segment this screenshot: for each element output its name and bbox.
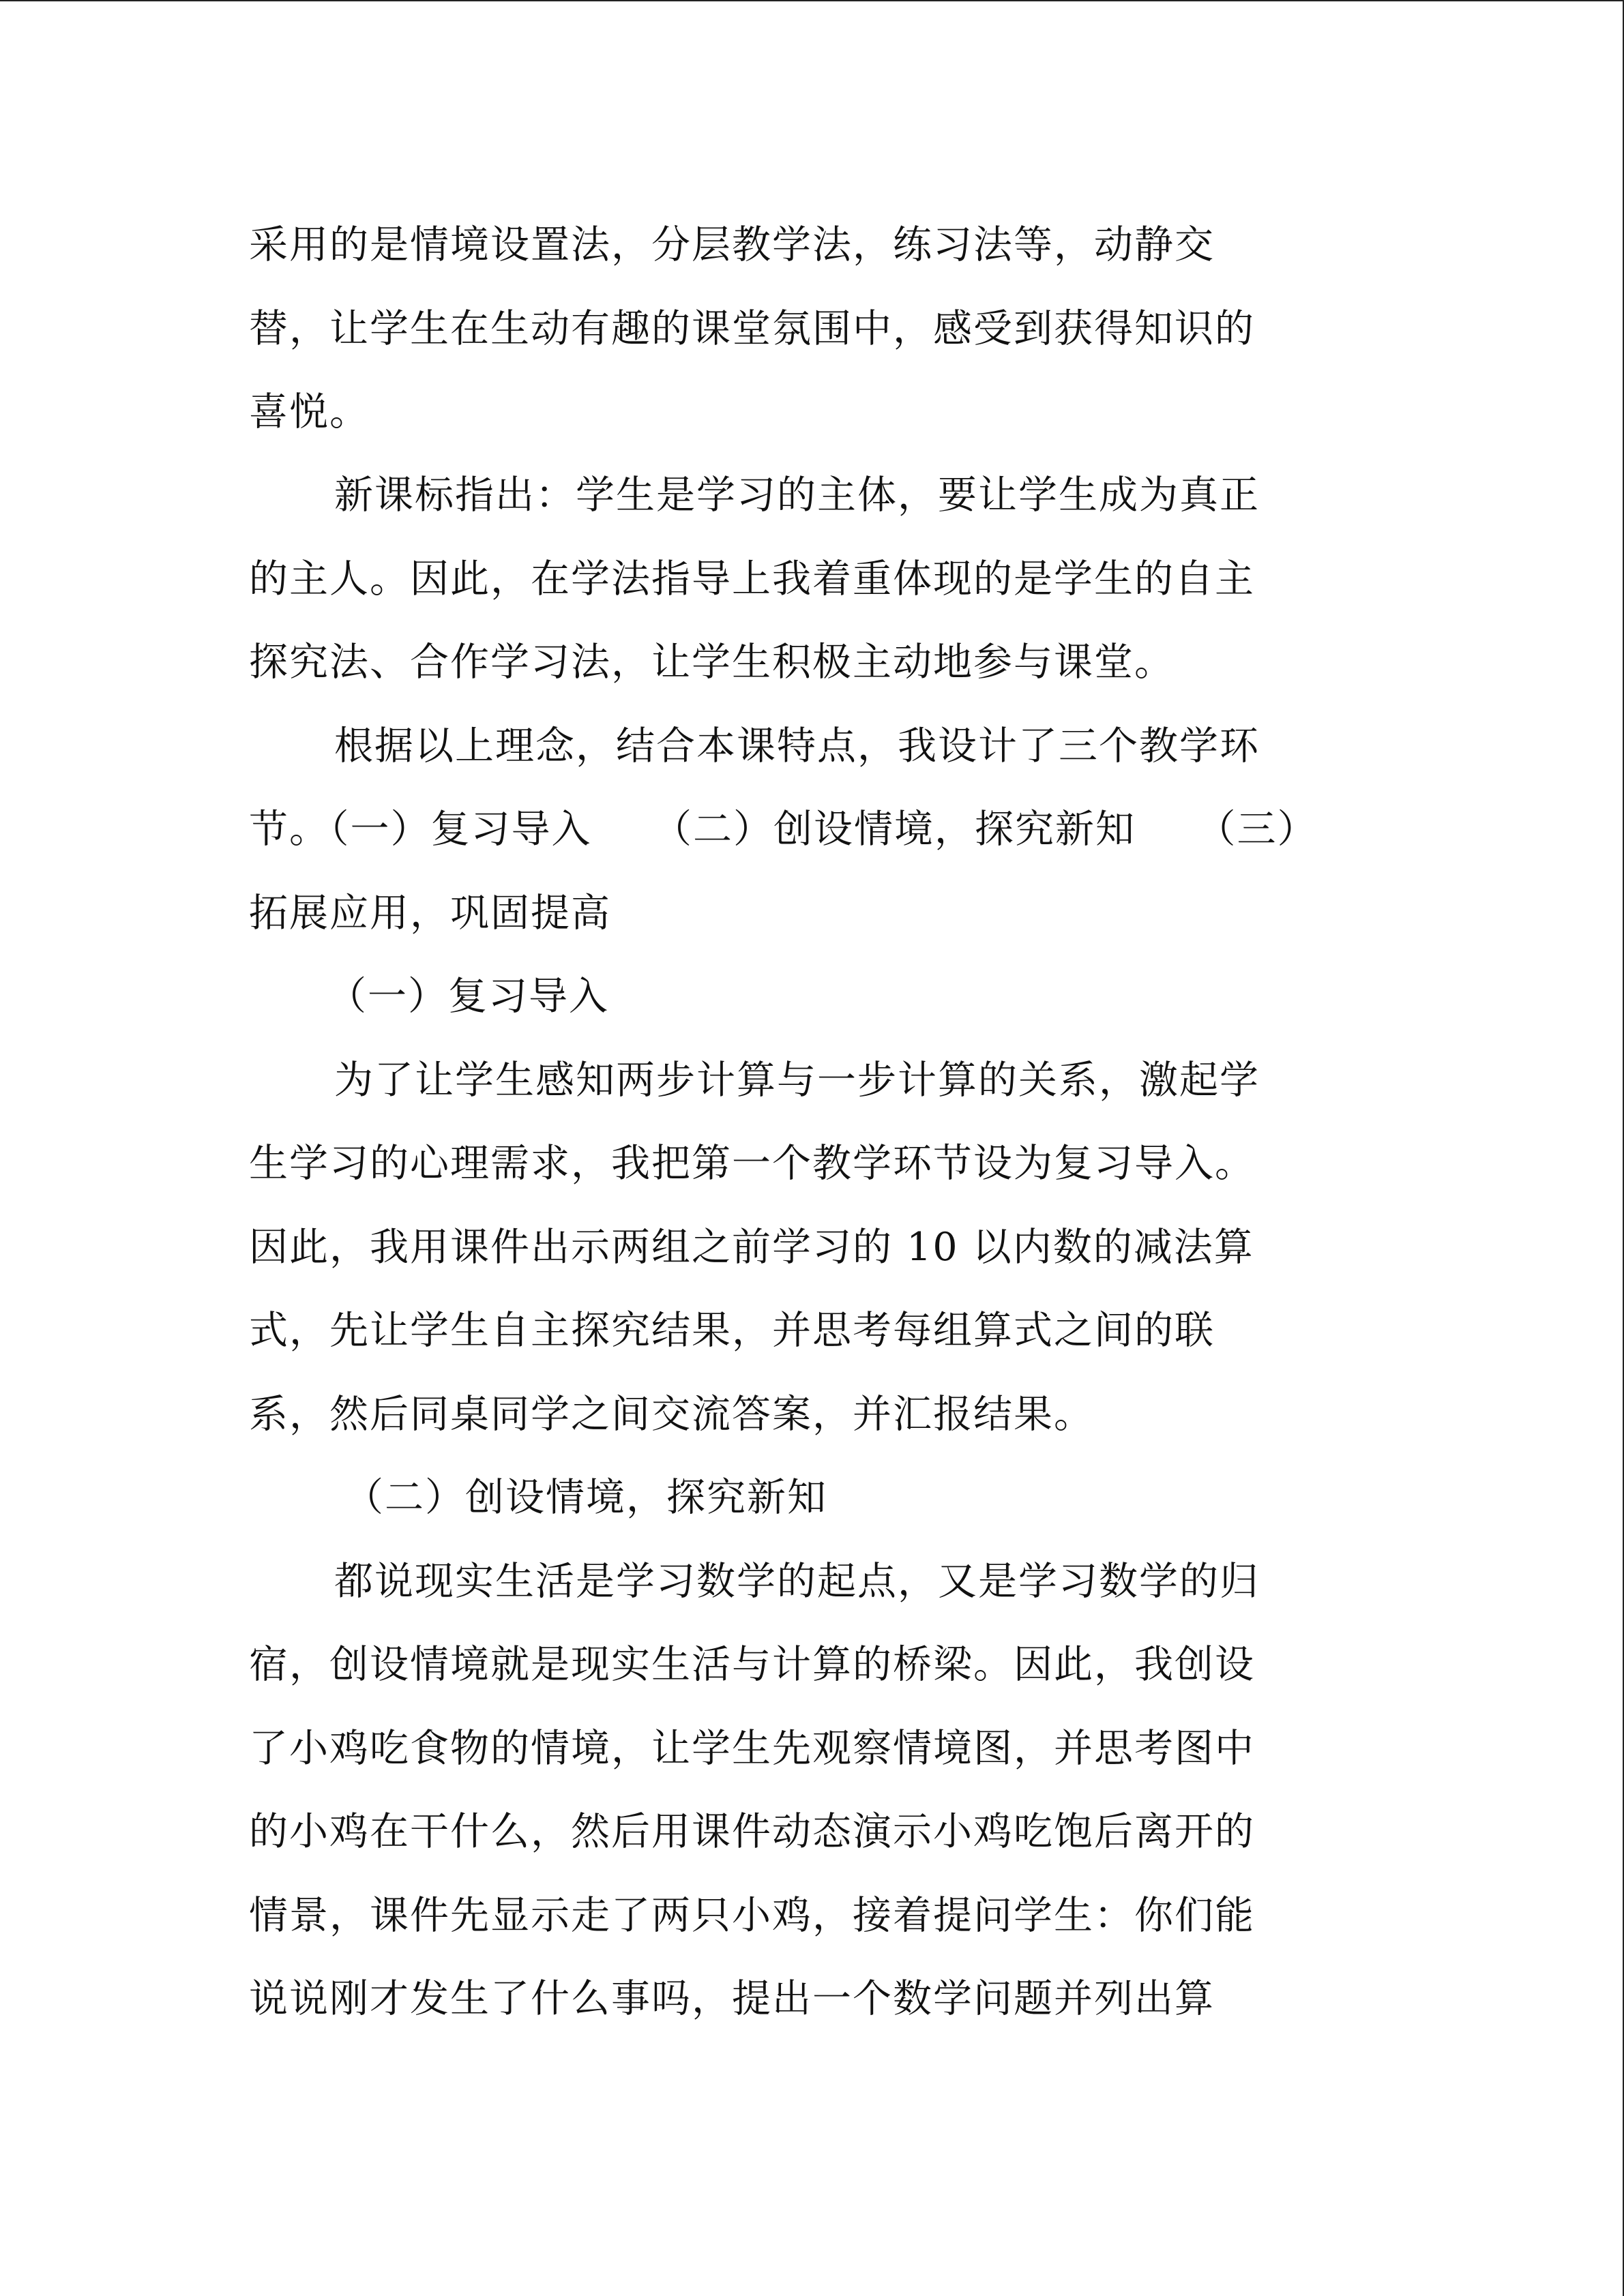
paragraph-line: 替，让学生在生动有趣的课堂氛围中，感受到获得知识的	[249, 306, 1255, 351]
paragraph-line: 探究法、合作学习法，让学生积极主动地参与课堂。	[249, 640, 1175, 685]
paragraph-line: 宿，创设情境就是现实生活与计算的桥梁。因此，我创设	[249, 1642, 1255, 1687]
paragraph-line: 节。（一）复习导入 （二）创设情境，探究新知 （三）	[249, 807, 1318, 852]
section-heading: （一）复习导入	[327, 974, 609, 1019]
paragraph-line: 拓展应用，巩固提高	[249, 891, 611, 936]
paragraph-line: 喜悦。	[249, 389, 370, 434]
paragraph-line: 因此，我用课件出示两组之前学习的 10 以内数的减法算	[249, 1225, 1254, 1270]
paragraph-line: 的小鸡在干什么，然后用课件动态演示小鸡吃饱后离开的	[249, 1809, 1255, 1854]
paragraph-line: 的主人。因此，在学法指导上我着重体现的是学生的自主	[249, 556, 1255, 601]
paragraph-line: 式，先让学生自主探究结果，并思考每组算式之间的联	[249, 1308, 1215, 1353]
paragraph-line: 新课标指出：学生是学习的主体，要让学生成为真正	[334, 473, 1260, 518]
paragraph-line: 生学习的心理需求，我把第一个教学环节设为复习导入。	[249, 1141, 1255, 1186]
paragraph-line: 为了让学生感知两步计算与一步计算的关系，激起学	[334, 1058, 1260, 1103]
paragraph-line: 了小鸡吃食物的情境，让学生先观察情境图，并思考图中	[249, 1726, 1255, 1771]
section-heading: （二）创设情境，探究新知	[344, 1475, 827, 1520]
paragraph-line: 采用的是情境设置法，分层教学法，练习法等，动静交	[249, 222, 1215, 267]
paragraph-line: 都说现实生活是学习数学的起点，又是学习数学的归	[334, 1559, 1260, 1604]
paragraph-line: 情景，课件先显示走了两只小鸡，接着提问学生：你们能	[249, 1893, 1255, 1938]
paragraph-line: 说说刚才发生了什么事吗，提出一个数学问题并列出算	[249, 1976, 1215, 2021]
paragraph-line: 根据以上理念，结合本课特点，我设计了三个教学环	[334, 724, 1260, 769]
paragraph-line: 系，然后同桌同学之间交流答案，并汇报结果。	[249, 1392, 1094, 1437]
